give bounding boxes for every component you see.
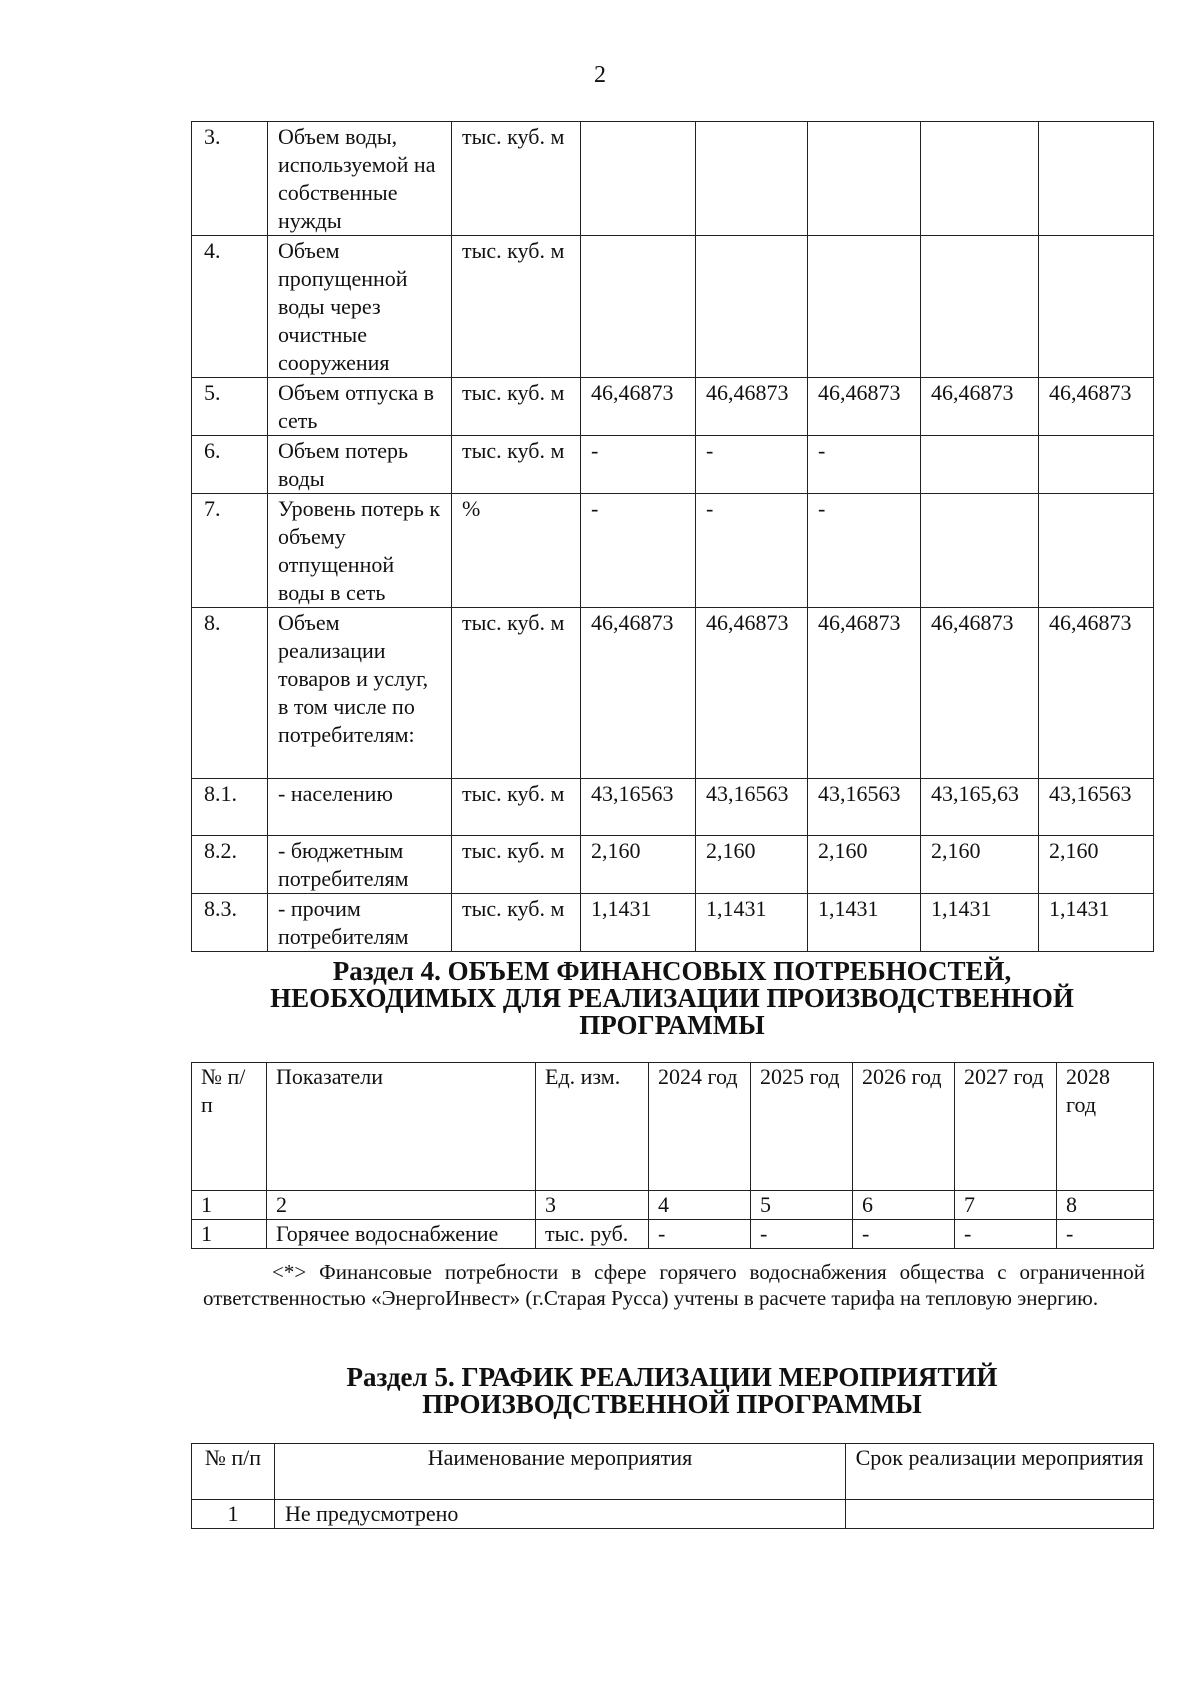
unit-cell: тыс. куб. м — [452, 894, 581, 952]
unit-cell: тыс. руб. — [536, 1220, 649, 1249]
indicator-name: Уровень потерь к объему отпущенной воды в сеть — [268, 494, 452, 608]
value-cell: 2,160 — [921, 836, 1039, 894]
implementation-period — [846, 1500, 1154, 1529]
row-number: 4. — [192, 236, 268, 378]
column-number: 8 — [1057, 1191, 1154, 1220]
schedule-table — [191, 1443, 1154, 1529]
section4-heading-line: НЕОБХОДИМЫХ ДЛЯ РЕАЛИЗАЦИИ ПРОИЗВОДСТВЕННОЙ — [270, 983, 1074, 1013]
value-cell: 46,46873 — [921, 608, 1039, 779]
row-number: 6. — [192, 436, 268, 494]
water-volume-table — [191, 121, 1154, 952]
column-header: 2024 год — [649, 1063, 751, 1191]
table-row — [192, 494, 1154, 608]
value-cell: 1,1431 — [1039, 894, 1154, 952]
row-number: 7. — [192, 494, 268, 608]
indicator-name: - бюджетным потребителям — [268, 836, 452, 894]
value-cell: 2,160 — [808, 836, 921, 894]
unit-cell: тыс. куб. м — [452, 779, 581, 836]
value-cell: 43,16563 — [1039, 779, 1154, 836]
value-cell: 1,1431 — [921, 894, 1039, 952]
value-cell: 2,160 — [1039, 836, 1154, 894]
value-cell — [921, 122, 1039, 236]
value-cell — [1039, 122, 1154, 236]
value-cell: 1,1431 — [696, 894, 808, 952]
table-row — [192, 1500, 1154, 1529]
row-number: 8.1. — [192, 779, 268, 836]
header-row — [192, 1063, 1154, 1191]
column-number: 1 — [192, 1191, 267, 1220]
column-header: 2025 год — [751, 1063, 853, 1191]
value-cell: - — [649, 1220, 751, 1249]
value-cell — [696, 236, 808, 378]
value-cell: 46,46873 — [696, 608, 808, 779]
unit-cell: тыс. куб. м — [452, 836, 581, 894]
row-number: 1 — [192, 1220, 267, 1249]
value-cell: 43,16563 — [696, 779, 808, 836]
column-header: № п/п — [192, 1063, 267, 1191]
unit-cell: тыс. куб. м — [452, 236, 581, 378]
column-header: 2028 год — [1057, 1063, 1154, 1191]
value-cell — [581, 122, 696, 236]
numbering-row — [192, 1191, 1154, 1220]
value-cell: 43,16563 — [808, 779, 921, 836]
value-cell: - — [751, 1220, 853, 1249]
section4-heading-line: ПРОГРАММЫ — [579, 1010, 765, 1040]
value-cell: 46,46873 — [921, 378, 1039, 436]
table-row — [192, 1220, 1154, 1249]
value-cell — [1039, 236, 1154, 378]
section4-heading — [191, 958, 1153, 1039]
column-header: № п/п — [192, 1444, 275, 1500]
table-row — [192, 836, 1154, 894]
column-number: 7 — [955, 1191, 1057, 1220]
value-cell: 46,46873 — [581, 608, 696, 779]
table-row — [192, 378, 1154, 436]
row-number: 3. — [192, 122, 268, 236]
value-cell: 46,46873 — [581, 378, 696, 436]
column-header: Ед. изм. — [536, 1063, 649, 1191]
value-cell: 46,46873 — [1039, 378, 1154, 436]
row-number: 8.2. — [192, 836, 268, 894]
value-cell: - — [581, 436, 696, 494]
column-number: 6 — [853, 1191, 955, 1220]
row-number: 8. — [192, 608, 268, 779]
value-cell — [921, 236, 1039, 378]
value-cell — [921, 494, 1039, 608]
indicator-name: - прочим потребителям — [268, 894, 452, 952]
value-cell: 46,46873 — [808, 608, 921, 779]
value-cell: - — [853, 1220, 955, 1249]
column-header: 2026 год — [853, 1063, 955, 1191]
indicator-name: Объем воды, используемой на собственные нужды — [268, 122, 452, 236]
value-cell — [581, 236, 696, 378]
row-number: 5. — [192, 378, 268, 436]
page-number: 2 — [594, 62, 606, 88]
value-cell: 1,1431 — [808, 894, 921, 952]
value-cell — [921, 436, 1039, 494]
value-cell: 46,46873 — [1039, 608, 1154, 779]
financial-needs-table — [191, 1062, 1154, 1249]
column-header: Показатели — [267, 1063, 536, 1191]
indicator-name: Объем пропущенной воды через очистные сооружения — [268, 236, 452, 378]
table-row — [192, 436, 1154, 494]
indicator-name: Горячее водоснабжение — [267, 1220, 536, 1249]
table-row — [192, 608, 1154, 779]
value-cell — [1039, 436, 1154, 494]
table-row — [192, 122, 1154, 236]
column-header: Наименование мероприятия — [275, 1444, 846, 1500]
value-cell: 46,46873 — [808, 378, 921, 436]
value-cell: 1,1431 — [581, 894, 696, 952]
value-cell — [1039, 494, 1154, 608]
value-cell: 43,16563 — [581, 779, 696, 836]
value-cell: 43,165,63 — [921, 779, 1039, 836]
column-number: 2 — [267, 1191, 536, 1220]
unit-cell: тыс. куб. м — [452, 122, 581, 236]
column-header: Срок реализации мероприятия — [846, 1444, 1154, 1500]
unit-cell: тыс. куб. м — [452, 608, 581, 779]
row-number: 8.3. — [192, 894, 268, 952]
table-row — [192, 779, 1154, 836]
value-cell: 46,46873 — [696, 378, 808, 436]
table-row — [192, 894, 1154, 952]
unit-cell: % — [452, 494, 581, 608]
indicator-name: Объем реализации товаров и услуг, в том числе по потребителям: — [268, 608, 452, 779]
value-cell: - — [808, 436, 921, 494]
value-cell: - — [808, 494, 921, 608]
section5-heading-line: ПРОИЗВОДСТВЕННОЙ ПРОГРАММЫ — [422, 1389, 922, 1419]
section5-heading — [191, 1364, 1153, 1418]
unit-cell: тыс. куб. м — [452, 378, 581, 436]
column-header: 2027 год — [955, 1063, 1057, 1191]
value-cell: 2,160 — [696, 836, 808, 894]
measure-name: Не предусмотрено — [275, 1500, 846, 1529]
column-number: 3 — [536, 1191, 649, 1220]
section4-heading-line: Раздел 4. ОБЪЕМ ФИНАНСОВЫХ ПОТРЕБНОСТЕЙ, — [332, 956, 1012, 986]
section5-heading-line: Раздел 5. ГРАФИК РЕАЛИЗАЦИИ МЕРОПРИЯТИЙ — [346, 1362, 998, 1392]
row-number: 1 — [192, 1500, 275, 1529]
value-cell: - — [1057, 1220, 1154, 1249]
value-cell: - — [696, 494, 808, 608]
value-cell — [808, 122, 921, 236]
value-cell — [808, 236, 921, 378]
column-number: 5 — [751, 1191, 853, 1220]
indicator-name: Объем отпуска в сеть — [268, 378, 452, 436]
header-row — [192, 1444, 1154, 1500]
indicator-name: - населению — [268, 779, 452, 836]
value-cell — [696, 122, 808, 236]
footnote: <*> Финансовые потребности в сфере горячего водоснабжения общества с ограниченной ответственностью «ЭнергоИнвест» (г.Старая Русса) учтены в расчете тарифа на тепловую энергию. — [203, 1260, 1145, 1310]
value-cell: - — [581, 494, 696, 608]
unit-cell: тыс. куб. м — [452, 436, 581, 494]
value-cell: - — [955, 1220, 1057, 1249]
table-row — [192, 236, 1154, 378]
value-cell: - — [696, 436, 808, 494]
column-number: 4 — [649, 1191, 751, 1220]
value-cell: 2,160 — [581, 836, 696, 894]
indicator-name: Объем потерь воды — [268, 436, 452, 494]
